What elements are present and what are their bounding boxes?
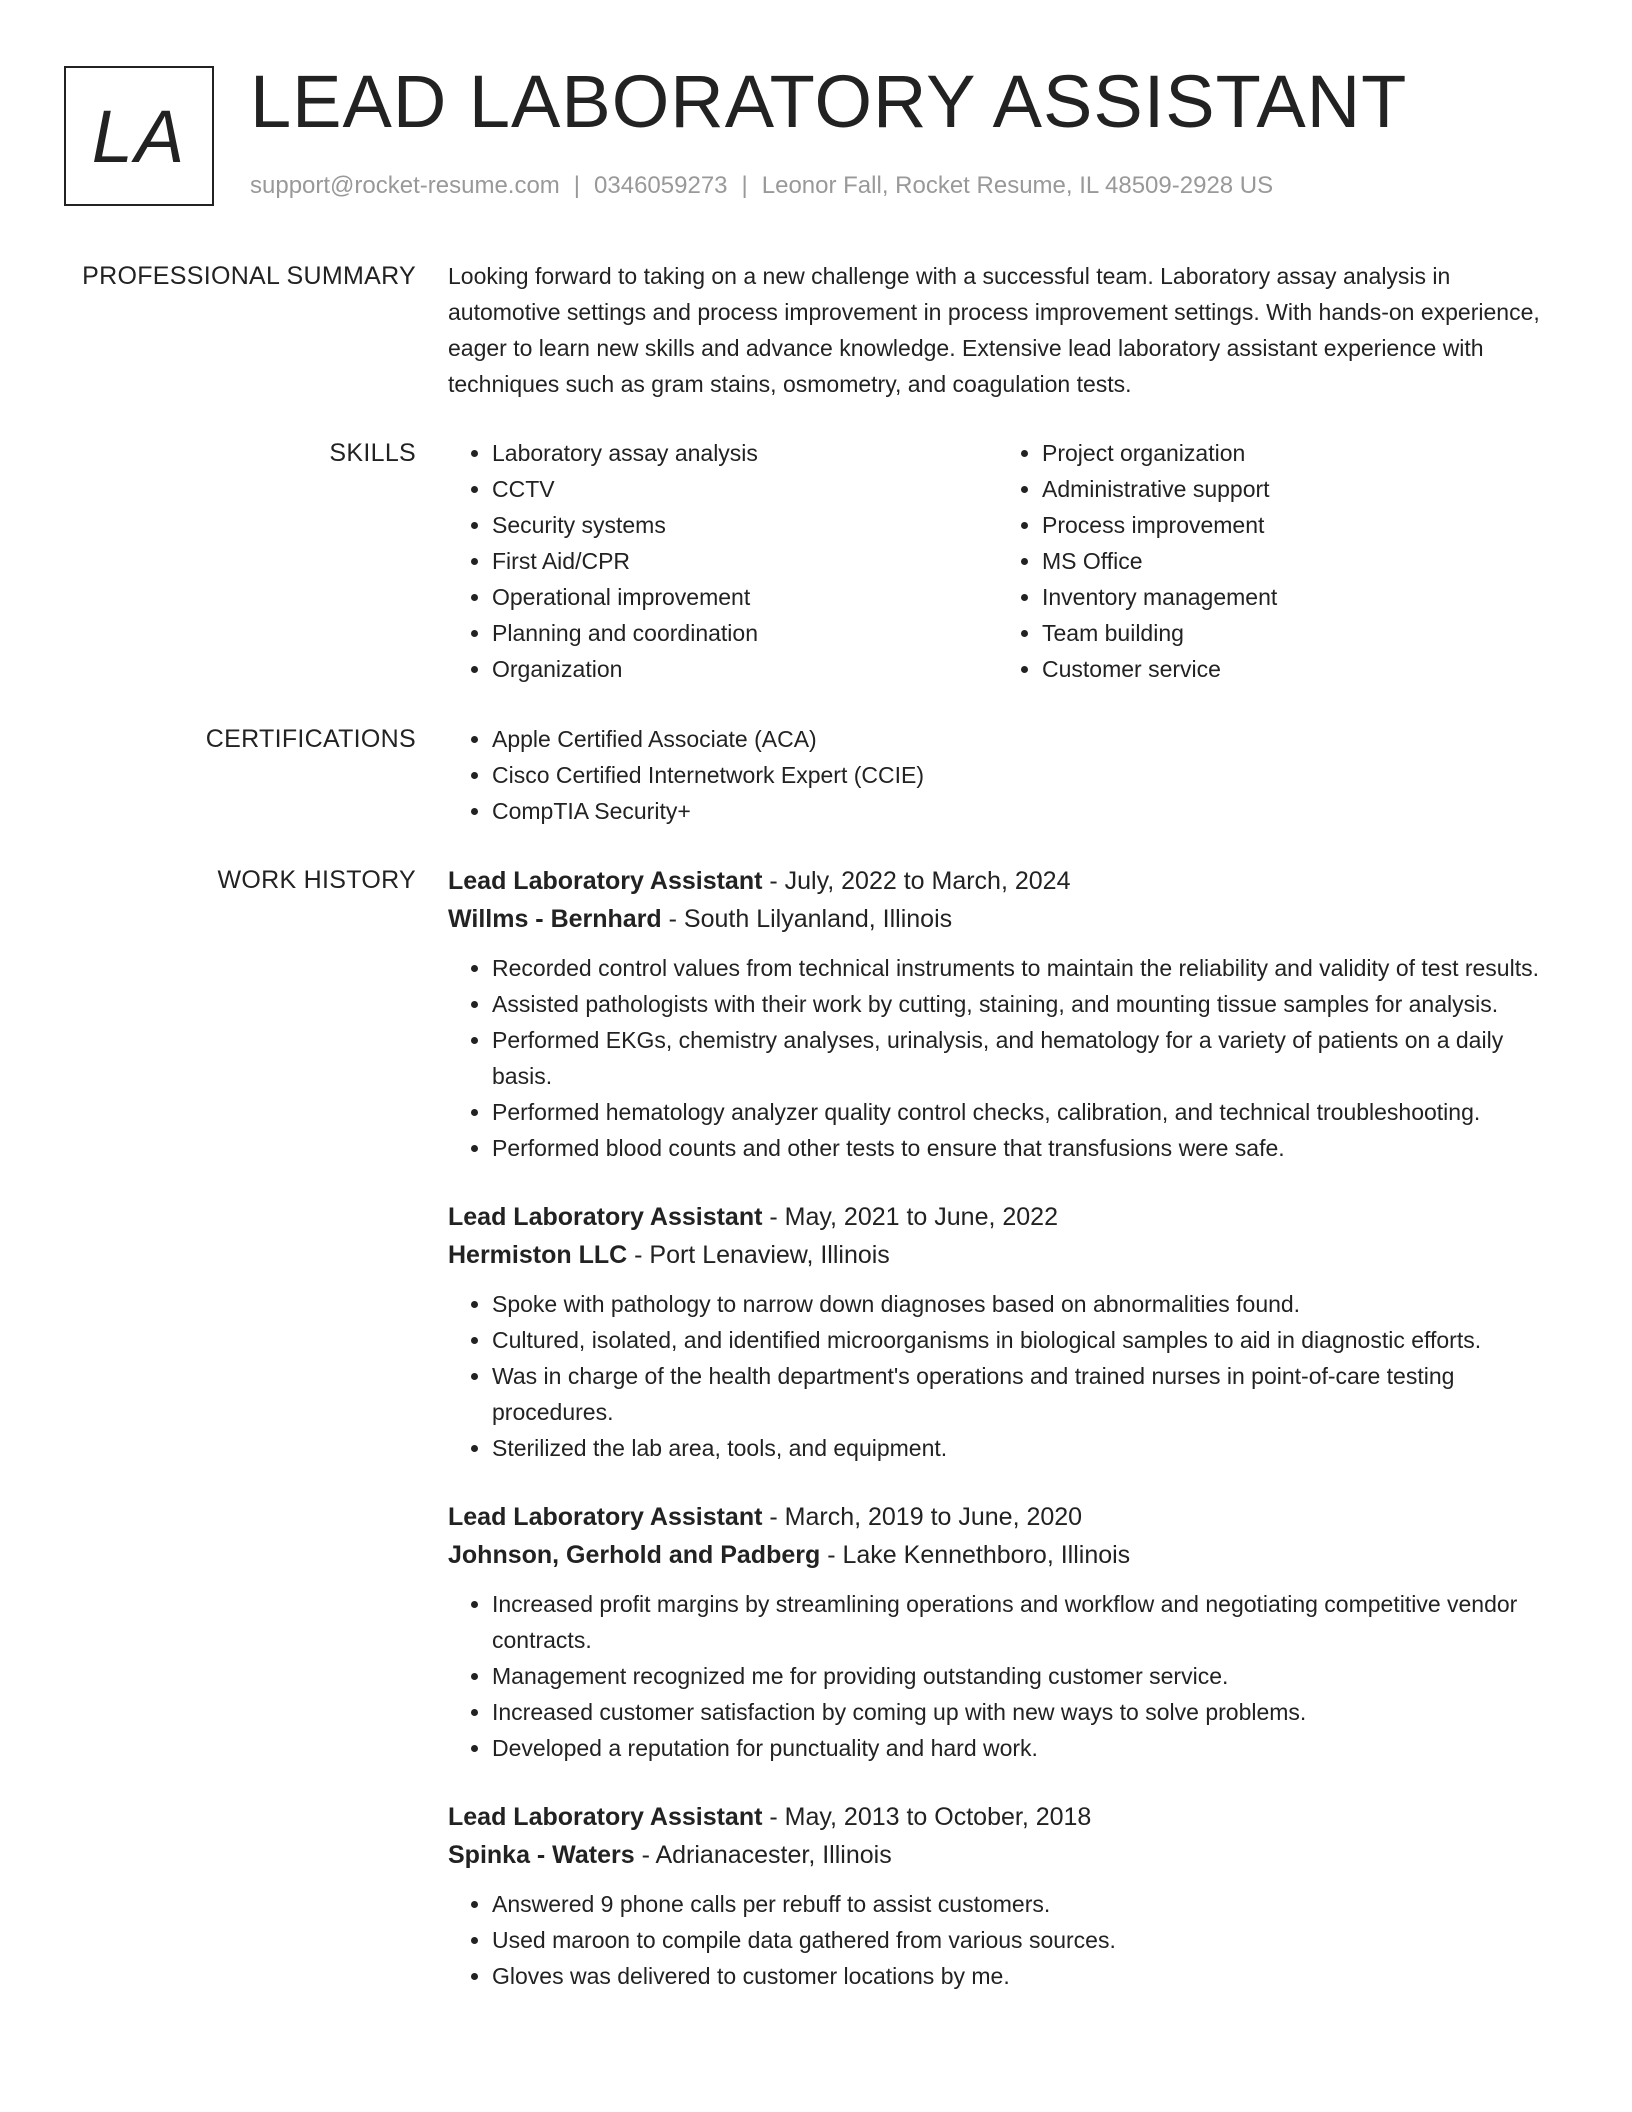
list-item: • First Aid/CPR: [492, 543, 968, 579]
list-item: • MS Office: [1042, 543, 1518, 579]
job-company-line: [448, 900, 1568, 938]
work-history-body: [448, 862, 1568, 2026]
job-title-line: [448, 1498, 1568, 1536]
job-company-line: [448, 1536, 1568, 1574]
job-dates: - March, 2019 to June, 2020: [762, 1503, 1083, 1531]
job-company-line: [448, 1836, 1568, 1874]
certifications-list: [448, 721, 1568, 829]
section-label: CERTIFICATIONS: [205, 725, 416, 753]
skills-list: [448, 435, 968, 687]
address: Leonor Fall, Rocket Resume, IL 48509-2928 US: [761, 172, 1274, 199]
list-item: • Cisco Certified Internetwork Expert (CCIE): [492, 757, 1568, 793]
job-title: Lead Laboratory Assistant: [448, 1503, 763, 1531]
list-item: • Was in charge of the health department's operations and trained nurses in point-of-care testing procedures.: [492, 1358, 1568, 1430]
summary-text: Looking forward to taking on a new challenge with a successful team. Laboratory assay analysis in automotive settings and process improvement in process improvement settings. With hands-on experience, eager to learn new skills and advance knowledge. Extensive lead laboratory assistant experience with techniques such as gram stains, osmometry, and coagulation tests.: [448, 263, 1540, 397]
skills-column: [448, 435, 968, 687]
job-entry: [448, 1498, 1568, 1766]
list-item: • Performed hematology analyzer quality control checks, calibration, and technical troubleshooting.: [492, 1094, 1568, 1130]
list-item: • Operational improvement: [492, 579, 968, 615]
job-title-line: [448, 862, 1568, 900]
list-item: • Security systems: [492, 507, 968, 543]
job-entry: [448, 1198, 1568, 1466]
list-item: • Process improvement: [1042, 507, 1518, 543]
list-item: • Planning and coordination: [492, 615, 968, 651]
list-item: • Spoke with pathology to narrow down diagnoses based on abnormalities found.: [492, 1286, 1568, 1322]
list-item: • Team building: [1042, 615, 1518, 651]
list-item: • Developed a reputation for punctuality and hard work.: [492, 1730, 1568, 1766]
page-title: LEAD LABORATORY ASSISTANT: [250, 60, 1408, 143]
job-bullets: [448, 1886, 1568, 1994]
job-dates: - July, 2022 to March, 2024: [762, 867, 1071, 895]
job-location: - Adrianacester, Illinois: [634, 1841, 892, 1869]
list-item: • Used maroon to compile data gathered from various sources.: [492, 1922, 1568, 1958]
list-item: • Assisted pathologists with their work by cutting, staining, and mounting tissue samples for analysis.: [492, 986, 1568, 1022]
phone[interactable]: 0346059273: [594, 172, 728, 199]
section-label: SKILLS: [329, 439, 416, 467]
job-bullets: [448, 1286, 1568, 1466]
job-bullets: [448, 950, 1568, 1166]
list-item: • CCTV: [492, 471, 968, 507]
list-item: • Management recognized me for providing outstanding customer service.: [492, 1658, 1568, 1694]
list-item: • Customer service: [1042, 651, 1518, 687]
job-company-line: [448, 1236, 1568, 1274]
job-bullets: [448, 1586, 1568, 1766]
job-company: Hermiston LLC: [448, 1241, 628, 1269]
separator: |: [573, 172, 581, 199]
list-item: • Answered 9 phone calls per rebuff to assist customers.: [492, 1886, 1568, 1922]
skills-body: [448, 435, 1568, 695]
job-title: Lead Laboratory Assistant: [448, 1803, 763, 1831]
list-item: • Sterilized the lab area, tools, and equipment.: [492, 1430, 1568, 1466]
list-item: • Increased profit margins by streamlining operations and workflow and negotiating competitive vendor contracts.: [492, 1586, 1568, 1658]
job-dates: - May, 2013 to October, 2018: [762, 1803, 1092, 1831]
skills-list: [998, 435, 1518, 687]
job-company: Spinka - Waters: [448, 1841, 635, 1869]
job-title-line: [448, 1798, 1568, 1836]
list-item: • Cultured, isolated, and identified microorganisms in biological samples to aid in diagnostic efforts.: [492, 1322, 1568, 1358]
job-title-line: [448, 1198, 1568, 1236]
job-location: - South Lilyanland, Illinois: [661, 905, 953, 933]
contact-line: [250, 172, 1273, 200]
job-dates: - May, 2021 to June, 2022: [762, 1203, 1058, 1231]
skills-column: [998, 435, 1518, 687]
job-company: Johnson, Gerhold and Padberg: [448, 1541, 821, 1569]
section-label: PROFESSIONAL SUMMARY: [82, 262, 416, 290]
email[interactable]: support@rocket-resume.com: [250, 172, 560, 199]
monogram: LA: [64, 66, 214, 206]
certifications-body: [448, 721, 1568, 829]
list-item: • Gloves was delivered to customer locations by me.: [492, 1958, 1568, 1994]
list-item: • Organization: [492, 651, 968, 687]
job-entry: [448, 1798, 1568, 1994]
list-item: • Inventory management: [1042, 579, 1518, 615]
list-item: • Apple Certified Associate (ACA): [492, 721, 1568, 757]
list-item: • Increased customer satisfaction by coming up with new ways to solve problems.: [492, 1694, 1568, 1730]
separator: |: [741, 172, 748, 199]
job-title: Lead Laboratory Assistant: [448, 1203, 763, 1231]
list-item: • Performed EKGs, chemistry analyses, urinalysis, and hematology for a variety of patients on a daily basis.: [492, 1022, 1568, 1094]
job-location: - Port Lenaview, Illinois: [627, 1241, 890, 1269]
job-location: - Lake Kennethboro, Illinois: [820, 1541, 1131, 1569]
list-item: • Laboratory assay analysis: [492, 435, 968, 471]
list-item: • CompTIA Security+: [492, 793, 1568, 829]
section-label: WORK HISTORY: [217, 866, 416, 894]
job-title: Lead Laboratory Assistant: [448, 867, 763, 895]
list-item: • Project organization: [1042, 435, 1518, 471]
job-entry: [448, 862, 1568, 1166]
job-company: Willms - Bernhard: [448, 905, 662, 933]
list-item: • Performed blood counts and other tests to ensure that transfusions were safe.: [492, 1130, 1568, 1166]
list-item: • Administrative support: [1042, 471, 1518, 507]
list-item: • Recorded control values from technical instruments to maintain the reliability and validity of test results.: [492, 950, 1568, 986]
